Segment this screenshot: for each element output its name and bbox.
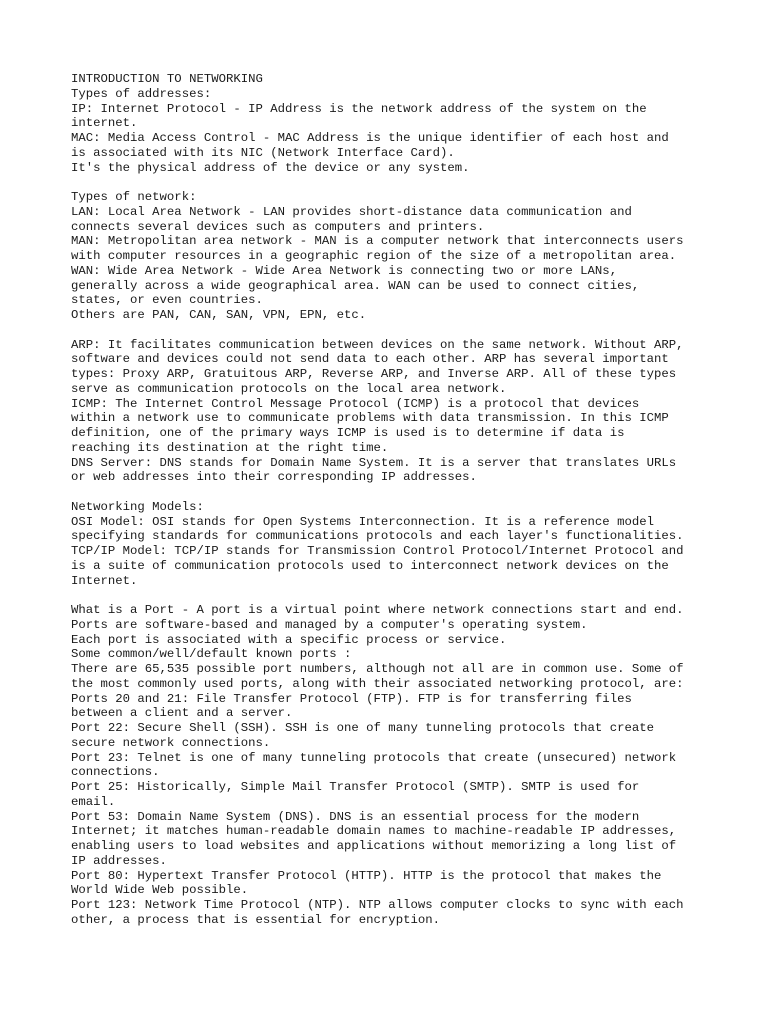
text-line: reaching its destination at the right time. [71, 440, 389, 455]
text-line: secure network connections. [71, 735, 271, 750]
text-line: is associated with its NIC (Network Interface Card). [71, 145, 455, 160]
text-line: Others are PAN, CAN, SAN, VPN, EPN, etc. [71, 308, 367, 322]
text-line: Port 23: Telnet is one of many tunneling protocols that create (unsecured) network [71, 750, 677, 765]
text-line: What is a Port - A port is a virtual point where network connections start and end. [71, 603, 684, 617]
text-line: Port 25: Historically, Simple Mail Transfer Protocol (SMTP). SMTP is used for [71, 780, 640, 794]
text-line: Each port is associated with a specific process or service. [71, 632, 507, 647]
text-line: Port 22: Secure Shell (SSH). SSH is one of many tunneling protocols that create [71, 721, 654, 735]
text-line: Port 53: Domain Name System (DNS). DNS is an essential process for the modern [71, 809, 640, 824]
text-line: between a client and a server. [71, 706, 293, 721]
text-line: OSI Model: OSI stands for Open Systems Interconnection. It is a reference model [71, 514, 654, 529]
text-line: Ports are software-based and managed by a computer's operating system. [71, 617, 588, 632]
blank-line [71, 588, 751, 603]
text-line: Port 80: Hypertext Transfer Protocol (HTTP). HTTP is the protocol that makes the [71, 868, 662, 883]
text-line: internet. [71, 116, 138, 131]
text-line: Internet. [71, 573, 138, 588]
text-line: Port 123: Network Time Protocol (NTP). NTP allows computer clocks to sync with each [71, 898, 684, 912]
text-line: Ports 20 and 21: File Transfer Protocol (FTP). FTP is for transferring files [71, 691, 632, 706]
text-line: connections. [71, 765, 160, 780]
text-line: IP: Internet Protocol - IP Address is the network address of the system on the [71, 101, 647, 116]
text-line: within a network use to communicate problems with data transmission. In this ICMP [71, 411, 669, 426]
text-line: is a suite of communication protocols used to interconnect network devices on the [71, 558, 669, 573]
text-line: states, or even countries. [71, 293, 263, 308]
text-line: IP addresses. [71, 853, 167, 868]
text-line: WAN: Wide Area Network - Wide Area Network is connecting two or more LANs, [71, 263, 618, 278]
text-line: ARP: It facilitates communication between devices on the same network. Without ARP, [71, 337, 684, 352]
text-line: Networking Models: [71, 499, 204, 514]
blank-line [71, 485, 751, 500]
text-line: with computer resources in a geographic region of the size of a metropolitan area. [71, 249, 677, 263]
text-line: TCP/IP Model: TCP/IP stands for Transmission Control Protocol/Internet Protocol and [71, 544, 684, 558]
text-line: LAN: Local Area Network - LAN provides short-distance data communication and [71, 204, 632, 219]
text-line: software and devices could not send data to each other. ARP has several important [71, 352, 669, 367]
text-line: serve as communication protocols on the local area network. [71, 381, 507, 396]
text-line: types: Proxy ARP, Gratuitous ARP, Reverse ARP, and Inverse ARP. All of these types [71, 367, 677, 381]
text-line: Types of network: [71, 190, 197, 204]
text-line: other, a process that is essential for encryption. [71, 912, 440, 927]
text-line: World Wide Web possible. [71, 883, 249, 898]
text-line: MAN: Metropolitan area network - MAN is a computer network that interconnects users [71, 234, 684, 249]
text-line: specifying standards for communications protocols and each layer's functionalities. [71, 529, 684, 544]
text-line: email. [71, 794, 116, 809]
blank-line [71, 323, 751, 338]
text-line: enabling users to load websites and applications without memorizing a long list of [71, 839, 677, 853]
text-line: the most commonly used ports, along with their associated networking protocol, are: [71, 676, 684, 691]
text-line: MAC: Media Access Control - MAC Address is the unique identifier of each host and [71, 131, 669, 145]
text-line: ICMP: The Internet Control Message Protocol (ICMP) is a protocol that devices [71, 396, 640, 411]
document-title: INTRODUCTION TO NETWORKING [71, 72, 263, 86]
blank-line [71, 175, 751, 190]
text-line: There are 65,535 possible port numbers, although not all are in common use. Some of [71, 662, 684, 676]
text-line: generally across a wide geographical area. WAN can be used to connect cities, [71, 278, 640, 293]
text-line: Internet; it matches human-readable domain names to machine-readable IP addresses, [71, 824, 677, 839]
document-body [71, 72, 751, 928]
text-line: Types of addresses: [71, 86, 212, 101]
text-line: or web addresses into their corresponding IP addresses. [71, 470, 477, 485]
text-line: It's the physical address of the device or any system. [71, 160, 470, 175]
text-line: definition, one of the primary ways ICMP is used is to determine if data is [71, 426, 625, 440]
text-line: Some common/well/default known ports : [71, 647, 352, 662]
text-line: DNS Server: DNS stands for Domain Name System. It is a server that translates URLs [71, 455, 677, 470]
text-line: connects several devices such as computers and printers. [71, 219, 485, 234]
